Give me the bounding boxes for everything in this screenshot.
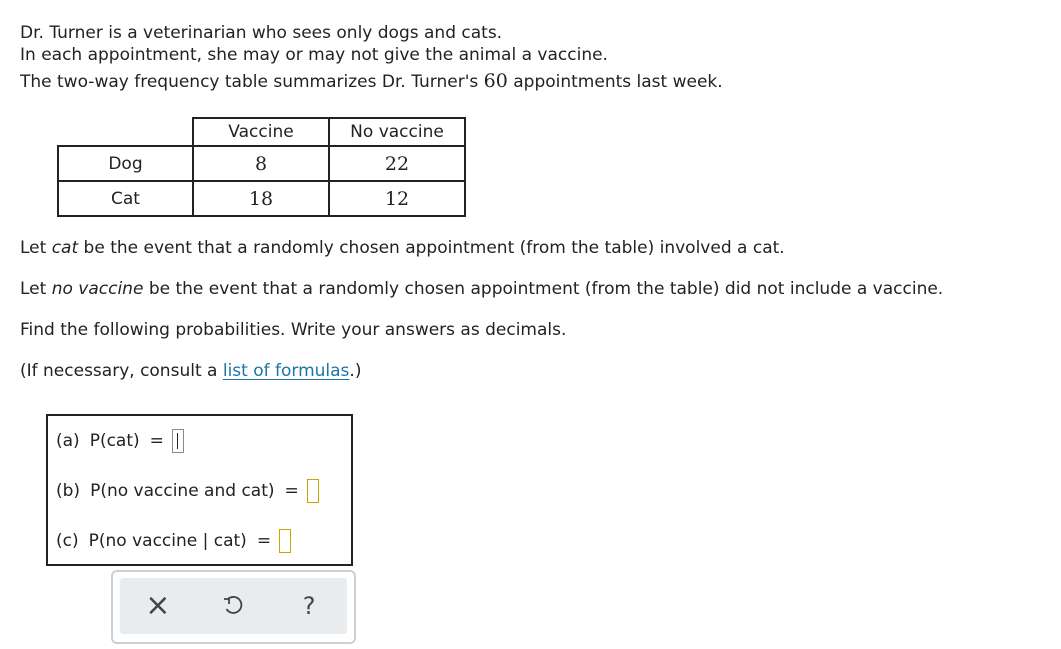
intro-line-3-end: appointments last week. [507, 72, 723, 92]
event-cat-term: cat [51, 238, 79, 258]
question-b [56, 479, 319, 503]
formula-note-end: .) [349, 361, 362, 381]
event-novaccine-definition [20, 279, 943, 300]
formula-note-start: (If necessary, consult a [20, 361, 223, 381]
table-corner [58, 118, 193, 146]
event-cat-start: Let [20, 238, 52, 258]
answer-c-input[interactable] [279, 529, 291, 553]
question-b-expr: P(no vaccine and cat) [90, 480, 275, 501]
close-icon: × [145, 588, 171, 623]
event-novac-term: no vaccine [51, 279, 144, 299]
intro-line-1: Dr. Turner is a veterinarian who sees only dogs and cats. [20, 23, 503, 43]
clear-button[interactable] [138, 586, 178, 626]
cell-dog-no-vaccine: 22 [329, 146, 465, 181]
event-novac-start: Let [20, 279, 52, 299]
intro-line-3-start: The two-way frequency table summarizes Dr. Turner's [20, 72, 484, 92]
toolbar-inner [120, 578, 347, 634]
answer-panel [46, 414, 353, 566]
answer-toolbar [111, 570, 356, 644]
intro-line-2: In each appointment, she may or may not give the animal a vaccine. [20, 45, 608, 65]
undo-button[interactable] [213, 586, 253, 626]
undo-icon [222, 595, 244, 617]
col-header-vaccine: Vaccine [193, 118, 329, 146]
table-header-row [58, 118, 465, 146]
row-header-dog: Dog [58, 146, 193, 181]
question-b-equals: = [284, 480, 299, 501]
answer-a-input[interactable] [172, 429, 184, 453]
table-row-cat [58, 181, 465, 216]
cell-cat-vaccine: 18 [193, 181, 329, 216]
help-button[interactable] [289, 586, 329, 626]
event-cat-end: be the event that a randomly chosen appointment (from the table) involved a cat. [78, 238, 785, 258]
intro-line-3 [20, 71, 723, 93]
row-header-cat: Cat [58, 181, 193, 216]
question-c-equals: = [256, 530, 272, 551]
question-c-label: (c) [56, 530, 79, 551]
event-cat-definition [20, 238, 785, 259]
question-a-label: (a) [56, 430, 80, 451]
question-b-label: (b) [56, 480, 81, 501]
instructions: Find the following probabilities. Write your answers as decimals. [20, 320, 567, 340]
formula-note [20, 361, 361, 382]
question-a-expr: P(cat) [89, 430, 140, 451]
appointment-count: 60 [483, 70, 508, 92]
formulas-link[interactable]: list of formulas [222, 361, 350, 381]
question-c [56, 529, 291, 553]
cell-dog-vaccine: 8 [193, 146, 329, 181]
question-a-equals: = [149, 430, 164, 451]
frequency-table [57, 117, 466, 217]
question-c-expr: P(no vaccine | cat) [88, 530, 247, 551]
table-row-dog [58, 146, 465, 181]
question-a [56, 429, 184, 453]
answer-b-input[interactable] [307, 479, 319, 503]
cell-cat-no-vaccine: 12 [329, 181, 465, 216]
event-novac-end: be the event that a randomly chosen appointment (from the table) did not include a vaccine. [143, 279, 944, 299]
help-icon: ? [302, 592, 316, 620]
col-header-no-vaccine: No vaccine [329, 118, 465, 146]
